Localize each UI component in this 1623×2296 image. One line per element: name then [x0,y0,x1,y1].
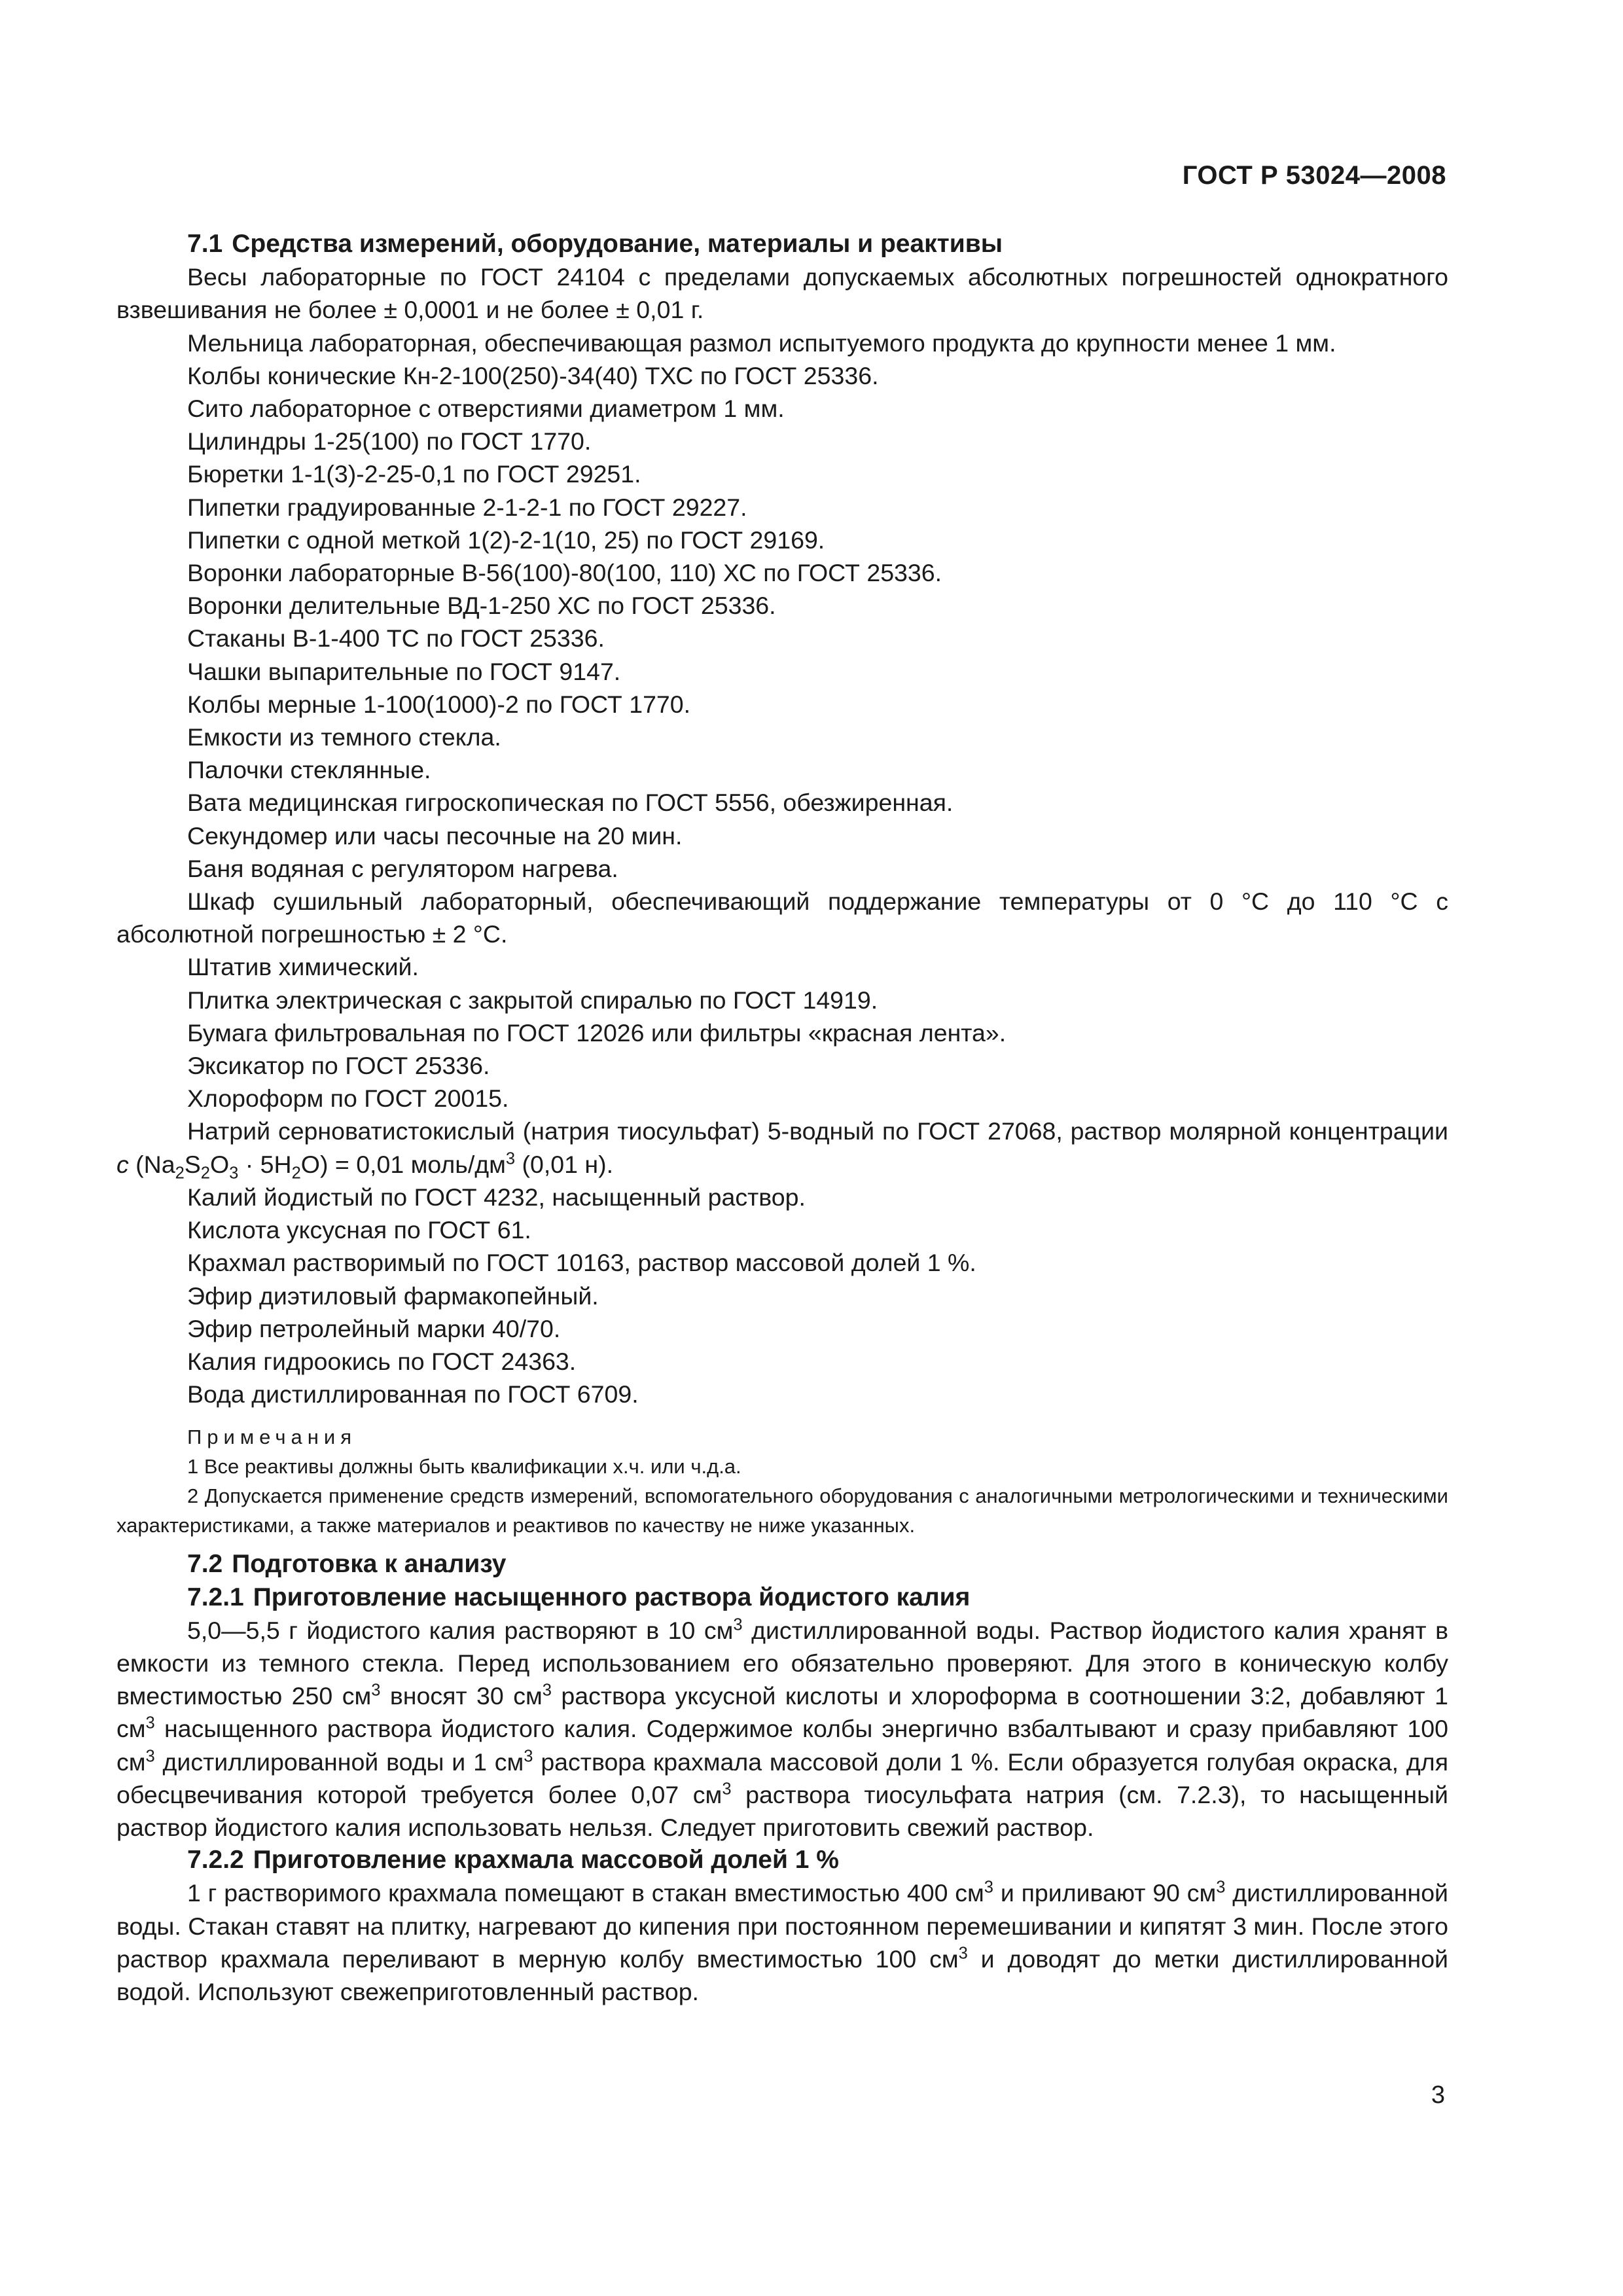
list-item: Бумага фильтровальная по ГОСТ 12026 или фильтры «красная лента». [187,1018,1007,1047]
superscript: 3 [984,1878,993,1897]
thio-f6: (0,01 н). [515,1150,614,1178]
list-item: Эфир диэтиловый фармакопейный. [187,1282,599,1310]
text-run: и доводят до метки дистиллированной водой. Используют свежеприготовленный раствор. [116,1945,1448,2005]
section-7-2-heading [116,1548,1448,1581]
superscript: 3 [524,1747,533,1766]
note-2: 2 Допускается применение средств измерений, вспомогательного оборудования с аналогичными метрологическими и техническими характеристиками, а также материалов и реактивов по качеству не ниже указанных. [116,1484,1448,1537]
thio-f5: O) = 0,01 моль/дм [300,1150,506,1178]
thio-text: Натрий серноватистокислый (натрия тиосульфат) 5-водный по ГОСТ 27068, раствор молярной концентрации [187,1117,1448,1145]
superscript: 3 [371,1681,381,1700]
note-1: 1 Все реактивы должны быть квалификации х.ч. или ч.д.а. [187,1455,741,1479]
list-item: Воронки делительные ВД-1-250 ХС по ГОСТ 25336. [187,592,776,620]
text-run: насыщенного раствора йодистого калия. Содержимое колбы энергично взбалтывают и сразу прибавляют 100 см [116,1715,1448,1776]
list-item: Вата медицинская гигроскопическая по ГОСТ 5556, обезжиренная. [187,789,954,817]
thio-s4: 2 [291,1164,301,1183]
list-item: Калия гидроокись по ГОСТ 24363. [187,1347,577,1375]
text-run: дистиллированной воды. Стакан ставят на плитку, нагревают до кипения при постоянном перемешивании и кипятят 3 мин. После этого раствор крахмала переливают в мерную колбу вместимостью 100 см [116,1879,1448,1973]
thio-f1: (Na [128,1150,175,1178]
thio-s2: 2 [200,1164,210,1183]
list-item: Пипетки с одной меткой 1(2)-2-1(10, 25) по ГОСТ 29169. [187,526,825,554]
list-item: Чашки выпарительные по ГОСТ 9147. [187,657,621,685]
text-run: раствора крахмала массовой доли 1 %. Если образуется голубая окраска, для обесцвечивания которой требуется более 0,07 см [116,1748,1448,1808]
thio-f2: S [184,1150,201,1178]
list-item: Весы лабораторные по ГОСТ 24104 с пределами допускаемых абсолютных погрешностей однократного взвешивания не более ± 0,0001 и не более ± 0,01 г. [116,263,1448,324]
section-title: Приготовление насыщенного раствора йодистого калия [253,1583,971,1611]
list-item: Эксикатор по ГОСТ 25336. [187,1052,490,1080]
thio-f3: O [209,1150,230,1178]
thio-s5: 3 [505,1149,516,1168]
paragraph-7-2-2 [116,1876,1448,2008]
text-run: раствора уксусной кислоты и хлороформа в соотношении 3:2, добавляют 1 см [116,1682,1449,1743]
list-item: Колбы мерные 1-100(1000)-2 по ГОСТ 1770. [187,690,691,718]
section-title: Средства измерений, оборудование, материалы и реактивы [232,230,1003,258]
superscript: 3 [722,1780,732,1799]
text-run: вносят 30 см [380,1682,543,1710]
superscript: 3 [958,1944,968,1963]
list-item: Сито лабораторное с отверстиями диаметром 1 мм. [187,395,785,423]
superscript: 3 [733,1615,743,1634]
document-header: ГОСТ Р 53024—2008 [1182,161,1446,190]
list-item: Емкости из темного стекла. [187,723,501,751]
list-item: Кислота уксусная по ГОСТ 61. [187,1216,531,1244]
section-title: Приготовление крахмала массовой долей 1 % [253,1846,839,1874]
list-item: Хлороформ по ГОСТ 20015. [187,1085,509,1113]
text-run: дистиллированной воды. Раствор йодистого калия хранят в емкости из темного стекла. Перед использованием его обязательно проверяют. Для этого в коническую колбу вместимостью 250 см [116,1616,1448,1710]
superscript: 3 [542,1681,552,1700]
list-item: Калий йодистый по ГОСТ 4232, насыщенный раствор. [187,1183,806,1211]
thio-c: c [116,1150,129,1178]
notes-block [116,1422,1448,1540]
thio-f4: · 5H [238,1150,292,1178]
list-item: Пипетки градуированные 2-1-2-1 по ГОСТ 29227. [187,493,747,521]
text-run: 5,0—5,5 г йодистого калия растворяют в 10 см [187,1616,734,1644]
list-item: Мельница лабораторная, обеспечивающая размол испытуемого продукта до крупности менее 1 мм. [187,329,1336,357]
thiosulfate-item [116,1115,1448,1183]
text-run: дистиллированной воды и 1 см [154,1748,524,1776]
list-item: Крахмал растворимый по ГОСТ 10163, раствор массовой долей 1 %. [187,1249,976,1277]
section-7-2-2-heading [116,1844,1448,1876]
list-item: Плитка электрическая с закрытой спиралью по ГОСТ 14919. [187,986,878,1014]
notes-title: Примечания [187,1426,357,1449]
list-item: Баня водяная с регулятором нагрева. [187,854,618,882]
list-item: Бюретки 1-1(3)-2-25-0,1 по ГОСТ 29251. [187,460,641,488]
section-7-2-1-heading [116,1581,1448,1614]
superscript: 3 [145,1747,155,1766]
page-number: 3 [1431,2081,1445,2109]
text-run: раствора тиосульфата натрия (см. 7.2.3), то насыщенный раствор йодистого калия использовать нельзя. Следует приготовить свежий раствор. [116,1780,1448,1841]
text-run: и приливают 90 см [993,1879,1217,1907]
superscript: 3 [1216,1878,1226,1897]
section-title: Подготовка к анализу [232,1550,507,1579]
list-item: Воронки лабораторные В-56(100)-80(100, 110) ХС по ГОСТ 25336. [187,559,942,587]
list-item: Шкаф сушильный лабораторный, обеспечивающий поддержание температуры от 0 °С до 110 °С с абсолютной погрешностью ± 2 °С. [116,888,1448,948]
section-number: 7.1 [187,230,223,258]
list-item: Эфир петролейный марки 40/70. [187,1314,561,1342]
list-item: Штатив химический. [187,953,419,981]
section-7-1-heading [116,228,1448,260]
list-item: Цилиндры 1-25(100) по ГОСТ 1770. [187,427,592,456]
document-body [116,228,1448,2008]
superscript: 3 [145,1713,155,1732]
list-item: Палочки стеклянные. [187,756,431,784]
list-item: Вода дистиллированная по ГОСТ 6709. [187,1380,639,1408]
section-number: 7.2.2 [187,1846,244,1874]
section-number: 7.2.1 [187,1583,244,1611]
text-run: 1 г растворимого крахмала помещают в стакан вместимостью 400 см [187,1879,984,1907]
section-number: 7.2 [187,1550,223,1579]
list-item: Стаканы В-1-400 ТС по ГОСТ 25336. [187,624,605,653]
list-item: Колбы конические Кн-2-100(250)-34(40) ТХС по ГОСТ 25336. [187,361,879,389]
thio-s1: 2 [175,1164,185,1183]
list-item: Секундомер или часы песочные на 20 мин. [187,821,683,850]
thio-s3: 3 [229,1164,239,1183]
paragraph-7-2-1 [116,1614,1448,1844]
